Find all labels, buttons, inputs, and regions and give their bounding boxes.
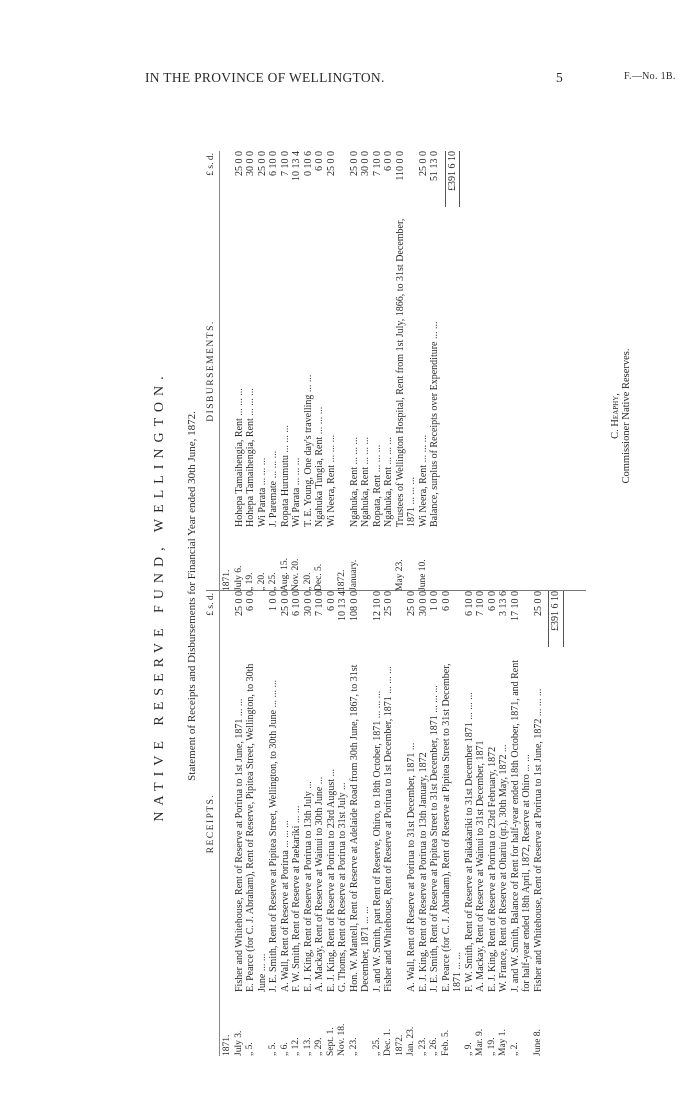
receipts-row: [429, 591, 441, 1056]
disbursements-rows: [222, 151, 441, 591]
disbursements-row: [418, 151, 430, 591]
entry-amount: 10 13 4: [291, 151, 302, 181]
paper-reference: F.—No. 1B.: [624, 71, 676, 82]
receipts-row: [510, 591, 533, 1056]
entry-amount: 6 0 0: [325, 591, 337, 611]
receipts-row: [280, 591, 292, 1056]
receipts-total-line: [548, 591, 564, 1056]
entry-date: „ 5.: [268, 1042, 278, 1056]
disbursements-row: [268, 151, 280, 591]
entry-description: J. Paremate ... ... ...: [268, 450, 279, 527]
entry-description: T. E. Young, One day's travelling ... ...: [302, 374, 314, 527]
entry-date: Nov. 18.: [337, 1023, 347, 1056]
entry-description: Wi Parata ... ... ...: [256, 457, 268, 527]
entry-date: „ 23.: [348, 1037, 359, 1056]
entry-amount: 25 0 0: [256, 151, 268, 176]
receipts-total: £391 6 10: [548, 591, 564, 647]
entry-date: 1871.: [222, 569, 232, 591]
entry-date: June 8.: [532, 1029, 543, 1056]
entry-amount: 7 10 0: [371, 151, 383, 176]
entry-amount: 25 0 0: [279, 591, 291, 616]
entry-description: A. Mackay, Rent of Reserve at Wainui to 30th June ...: [314, 776, 325, 992]
entry-amount: 7 10 0: [314, 591, 325, 616]
entry-date: Dec. 1.: [383, 1028, 393, 1056]
entry-amount: 1 0 0: [268, 591, 279, 611]
entry-description: Ngahuka, Rent ... ... ...: [383, 437, 394, 527]
receipts-row: [303, 591, 315, 1056]
entry-amount: 6 0 0: [440, 591, 452, 611]
entry-date: Feb. 5.: [440, 1029, 451, 1056]
disbursements-row: [349, 151, 361, 591]
receipts-row: [245, 591, 268, 1056]
entry-amount: 30 0 0: [360, 151, 371, 176]
entry-date: „ 2.: [509, 1042, 520, 1056]
entry-description: E. Pearce (for C. J. Abraham), Rent of Reserve at Pipitea Street to 31st December, 1871 ... ...: [440, 663, 463, 992]
receipts-row: [395, 591, 407, 1056]
disbursements-row: [245, 151, 257, 591]
entry-description: Fisher and Whitehouse, Rent of Reserve at Porirua to 1st December, 1871 ... ... ...: [383, 666, 394, 992]
entry-amount: 25 0 0: [233, 151, 245, 176]
entry-amount: 6 0 0: [383, 151, 394, 171]
entry-description: E. J. King, Rent of Reserve at Porirua to 13th July ...: [302, 781, 314, 992]
receipts-row: [326, 591, 338, 1056]
receipts-row: [464, 591, 476, 1056]
entry-amount: 110 0 0: [394, 151, 406, 181]
entry-amount: 17 10 0: [509, 591, 521, 621]
entry-date: „ 25.: [371, 1037, 382, 1056]
entry-date: 1871.: [222, 1034, 232, 1056]
signatory-title: Commissioner Native Reserves.: [621, 348, 632, 484]
disbursements-row: [337, 151, 349, 591]
disbursements-currency-heading: £ s. d.: [206, 153, 216, 176]
entry-date: May 23.: [394, 559, 405, 591]
receipts-row: [372, 591, 384, 1056]
disbursements-column: [206, 151, 586, 591]
disbursements-heading: DISBURSEMENTS.: [206, 151, 220, 591]
receipts-row: [498, 591, 510, 1056]
entry-amount: 51 13 0: [429, 151, 440, 181]
receipts-rows: [222, 591, 544, 1056]
entry-amount: 6 10 0: [463, 591, 475, 616]
entry-description: Fisher and Whitehouse, Rent of Reserve at Porirua to 1st June, 1872 ... ... ...: [532, 688, 544, 992]
page-number: 5: [556, 70, 564, 85]
entry-amount: 6 10 0: [268, 151, 279, 176]
entry-description: Hohepa Tamaihengia, Rent ... ... ...: [245, 388, 256, 527]
entry-date: January.: [348, 559, 359, 591]
receipts-row: [406, 591, 418, 1056]
disbursements-total-line: [445, 151, 461, 591]
entry-date: „ 9.: [463, 1042, 474, 1056]
entry-description: E. J. King, Rent of Reserve at Porirua to 23rd August ...: [325, 768, 337, 992]
running-header: [0, 70, 700, 90]
entry-description: F. W. Smith, Rent of Reserve at Paikakariki to 31st December 1871 ... ... ...: [463, 692, 475, 992]
entry-date: „ 5.: [245, 1042, 255, 1056]
entry-date: Sept. 1.: [325, 1027, 336, 1056]
entry-amount: 25 0 0: [532, 591, 544, 616]
entry-description: E. J. King, Rent of Reserve at Porirua to 23rd February, 1872: [486, 746, 498, 992]
entry-description: Ropata Hurumutu ... ... ...: [279, 425, 291, 527]
entry-amount: 25 0 0: [348, 151, 360, 176]
receipts-row: [441, 591, 464, 1056]
entry-amount: 6 10 0: [291, 591, 302, 616]
entry-amount: 10 13 4: [337, 591, 348, 621]
entry-amount: 6 0 0: [245, 591, 256, 611]
disbursements-row: [234, 151, 246, 591]
entry-description: Ngahuka Tungia, Rent ... ... ...: [314, 406, 325, 527]
disbursements-row: [360, 151, 372, 591]
entry-description: J. E. Smith, Rent of Reserve at Pipitea Street, Wellington, to 30th June ... ... ...: [268, 679, 279, 992]
disbursements-row: [372, 151, 384, 591]
entry-amount: 25 0 0: [417, 151, 429, 176]
disbursements-row: [314, 151, 326, 591]
entry-amount: 1 0 0: [429, 591, 440, 611]
entry-date: „ 20.: [256, 572, 267, 591]
entry-date: June 10.: [417, 559, 428, 591]
disbursements-row: [395, 151, 418, 591]
disbursements-row: [383, 151, 395, 591]
receipts-row: [418, 591, 430, 1056]
signature-block: [610, 296, 632, 536]
entry-description: E. J. King, Rent of Reserve at Porirua to 13th January, 1872: [417, 752, 429, 992]
entry-description: J. E. Smith, Rent of Reserve at Pipitea Street to 31st December, 1871 ... ... ...: [429, 685, 440, 992]
entry-description: Hohepa Tamaihengia, Rent ... ... ...: [233, 388, 245, 527]
disbursements-row: [280, 151, 292, 591]
entry-description: Ropata, Rent ... ... ...: [371, 444, 383, 527]
entry-description: Trustees of Wellington Hospital, Rent from 1st July, 1866, to 31st December, 1871 ... ... ...: [394, 218, 417, 527]
entry-date: Nov. 20.: [291, 558, 301, 591]
entry-description: Hon. W. Mantell, Rent of Reserve at Adelaide Road from 30th June, 1867, to 31st December, 1871 ... ...: [348, 664, 371, 992]
entry-description: A. Wall, Rent of Reserve at Porirua ... ... ...: [279, 820, 291, 992]
entry-date: July 3.: [233, 1030, 244, 1056]
entry-date: July 6.: [233, 565, 244, 591]
entry-description: Ngahuka, Rent ... ... ...: [348, 437, 360, 527]
entry-date: „ 13.: [302, 1037, 313, 1056]
entry-date: Jan. 23.: [406, 1026, 416, 1056]
entry-date: „ 23.: [417, 1037, 428, 1056]
entry-date: Mar. 9.: [475, 1028, 485, 1056]
main-title: NATIVE RESERVE FUND, WELLINGTON.: [152, 370, 167, 822]
disbursements-row: [429, 151, 441, 591]
receipts-row: [349, 591, 372, 1056]
entry-date: Dec. 5.: [314, 563, 324, 591]
disbursements-row: [222, 151, 234, 591]
entry-amount: 25 0 0: [325, 151, 337, 176]
entry-description: Wi Parata ... ... ...: [291, 457, 302, 527]
disbursements-row: [257, 151, 269, 591]
entry-amount: 12 10 0: [371, 591, 383, 621]
receipts-row: [337, 591, 349, 1056]
entry-amount: 30 0 0: [302, 591, 314, 616]
receipts-column: [206, 590, 586, 1056]
entry-amount: 30 0 0: [245, 151, 256, 176]
receipts-row: [222, 591, 234, 1056]
entry-description: J. and W. Smith, part Rent of Reserve, Ohiro, to 18th October, 1871 ... ... ...: [371, 690, 383, 992]
entry-date: 1872.: [337, 569, 347, 591]
sub-title: Statement of Receipts and Disbursements for Financial Year ended 30th June, 1872.: [186, 411, 198, 781]
disbursements-row: [303, 151, 315, 591]
entry-description: W. France, Rent of Reserve at Ohariu (qr.), 30th May, 1872 ...: [498, 744, 509, 992]
signatory-name: C. Heaphy,: [610, 393, 621, 439]
receipts-row: [268, 591, 280, 1056]
receipts-row: [533, 591, 545, 1056]
entry-description: F. W. Smith, Rent of Reserve at Paekariki ... ...: [291, 805, 302, 992]
receipts-row: [383, 591, 395, 1056]
entry-date: „ 25.: [268, 572, 278, 591]
entry-date: „ 19.: [486, 1037, 497, 1056]
entry-date: 1872.: [394, 1034, 405, 1056]
receipts-row: [475, 591, 487, 1056]
entry-amount: 25 0 0: [233, 591, 245, 616]
disbursements-total: £391 6 10: [445, 151, 461, 207]
disbursements-row: [291, 151, 303, 591]
receipts-heading: RECEIPTS.: [206, 591, 220, 1056]
entry-amount: 6 0 0: [314, 151, 325, 171]
entry-amount: 25 0 0: [383, 591, 394, 616]
entry-amount: 108 0 0: [348, 591, 360, 621]
entry-date: May 1.: [498, 1029, 508, 1056]
receipts-row: [234, 591, 246, 1056]
entry-amount: 6 0 0: [486, 591, 498, 611]
entry-description: Wi Neera, Rent ... ... ...: [325, 434, 337, 527]
receipts-row: [487, 591, 499, 1056]
running-title: IN THE PROVINCE OF WELLINGTON.: [145, 70, 385, 85]
entry-amount: 25 0 0: [406, 591, 417, 616]
entry-description: J. and W. Smith, Balance of Rent for half-year ended 18th October, 1871, and Rent for half-year ended 18th April, 1872, Reserve at Ohiro ... ...: [509, 659, 532, 992]
entry-amount: 0 10 6: [302, 151, 314, 176]
entry-amount: 30 0 0: [417, 591, 429, 616]
entry-description: A. Wall, Rent of Reserve at Porirua to 31st December, 1871 ...: [406, 742, 417, 992]
entry-date: Aug. 15.: [279, 558, 290, 591]
entry-date: „ 20.: [302, 572, 313, 591]
entry-amount: 7 10 0: [475, 591, 486, 616]
entry-date: „ 19.: [245, 572, 255, 591]
entry-date: „ 6.: [279, 1042, 290, 1056]
disbursements-row: [326, 151, 338, 591]
entry-description: G. Thoms, Rent of Reserve at Porirua to 31st July ...: [337, 782, 348, 992]
receipts-row: [291, 591, 303, 1056]
entry-amount: 3 13 6: [498, 591, 509, 616]
receipts-currency-heading: £ s. d.: [206, 593, 216, 616]
entry-date: „ 26.: [429, 1037, 439, 1056]
entry-description: Ngahuka, Rent ... ... ...: [360, 437, 371, 527]
entry-description: E. Pearce (for C. J. Abraham), Rent of Reserve, Pipitea Street, Wellington, to 30th June ... ...: [245, 663, 268, 992]
statement-table: [90, 96, 690, 1096]
entry-date: „ 12.: [291, 1037, 301, 1056]
entry-description: Wi Neera, Rent ... ... ...: [417, 434, 429, 527]
receipts-row: [314, 591, 326, 1056]
entry-description: Fisher and Whitehouse, Rent of Reserve at Porirua to 1st June, 1871 ... ...: [233, 698, 245, 992]
entry-date: „ 29.: [314, 1037, 324, 1056]
entry-description: A. Mackay, Rent of Reserve at Wainui to 31st December, 1871: [475, 740, 486, 992]
entry-description: Balance, surplus of Receipts over Expenditure ... ...: [429, 321, 440, 527]
entry-amount: 7 10 0: [279, 151, 291, 176]
